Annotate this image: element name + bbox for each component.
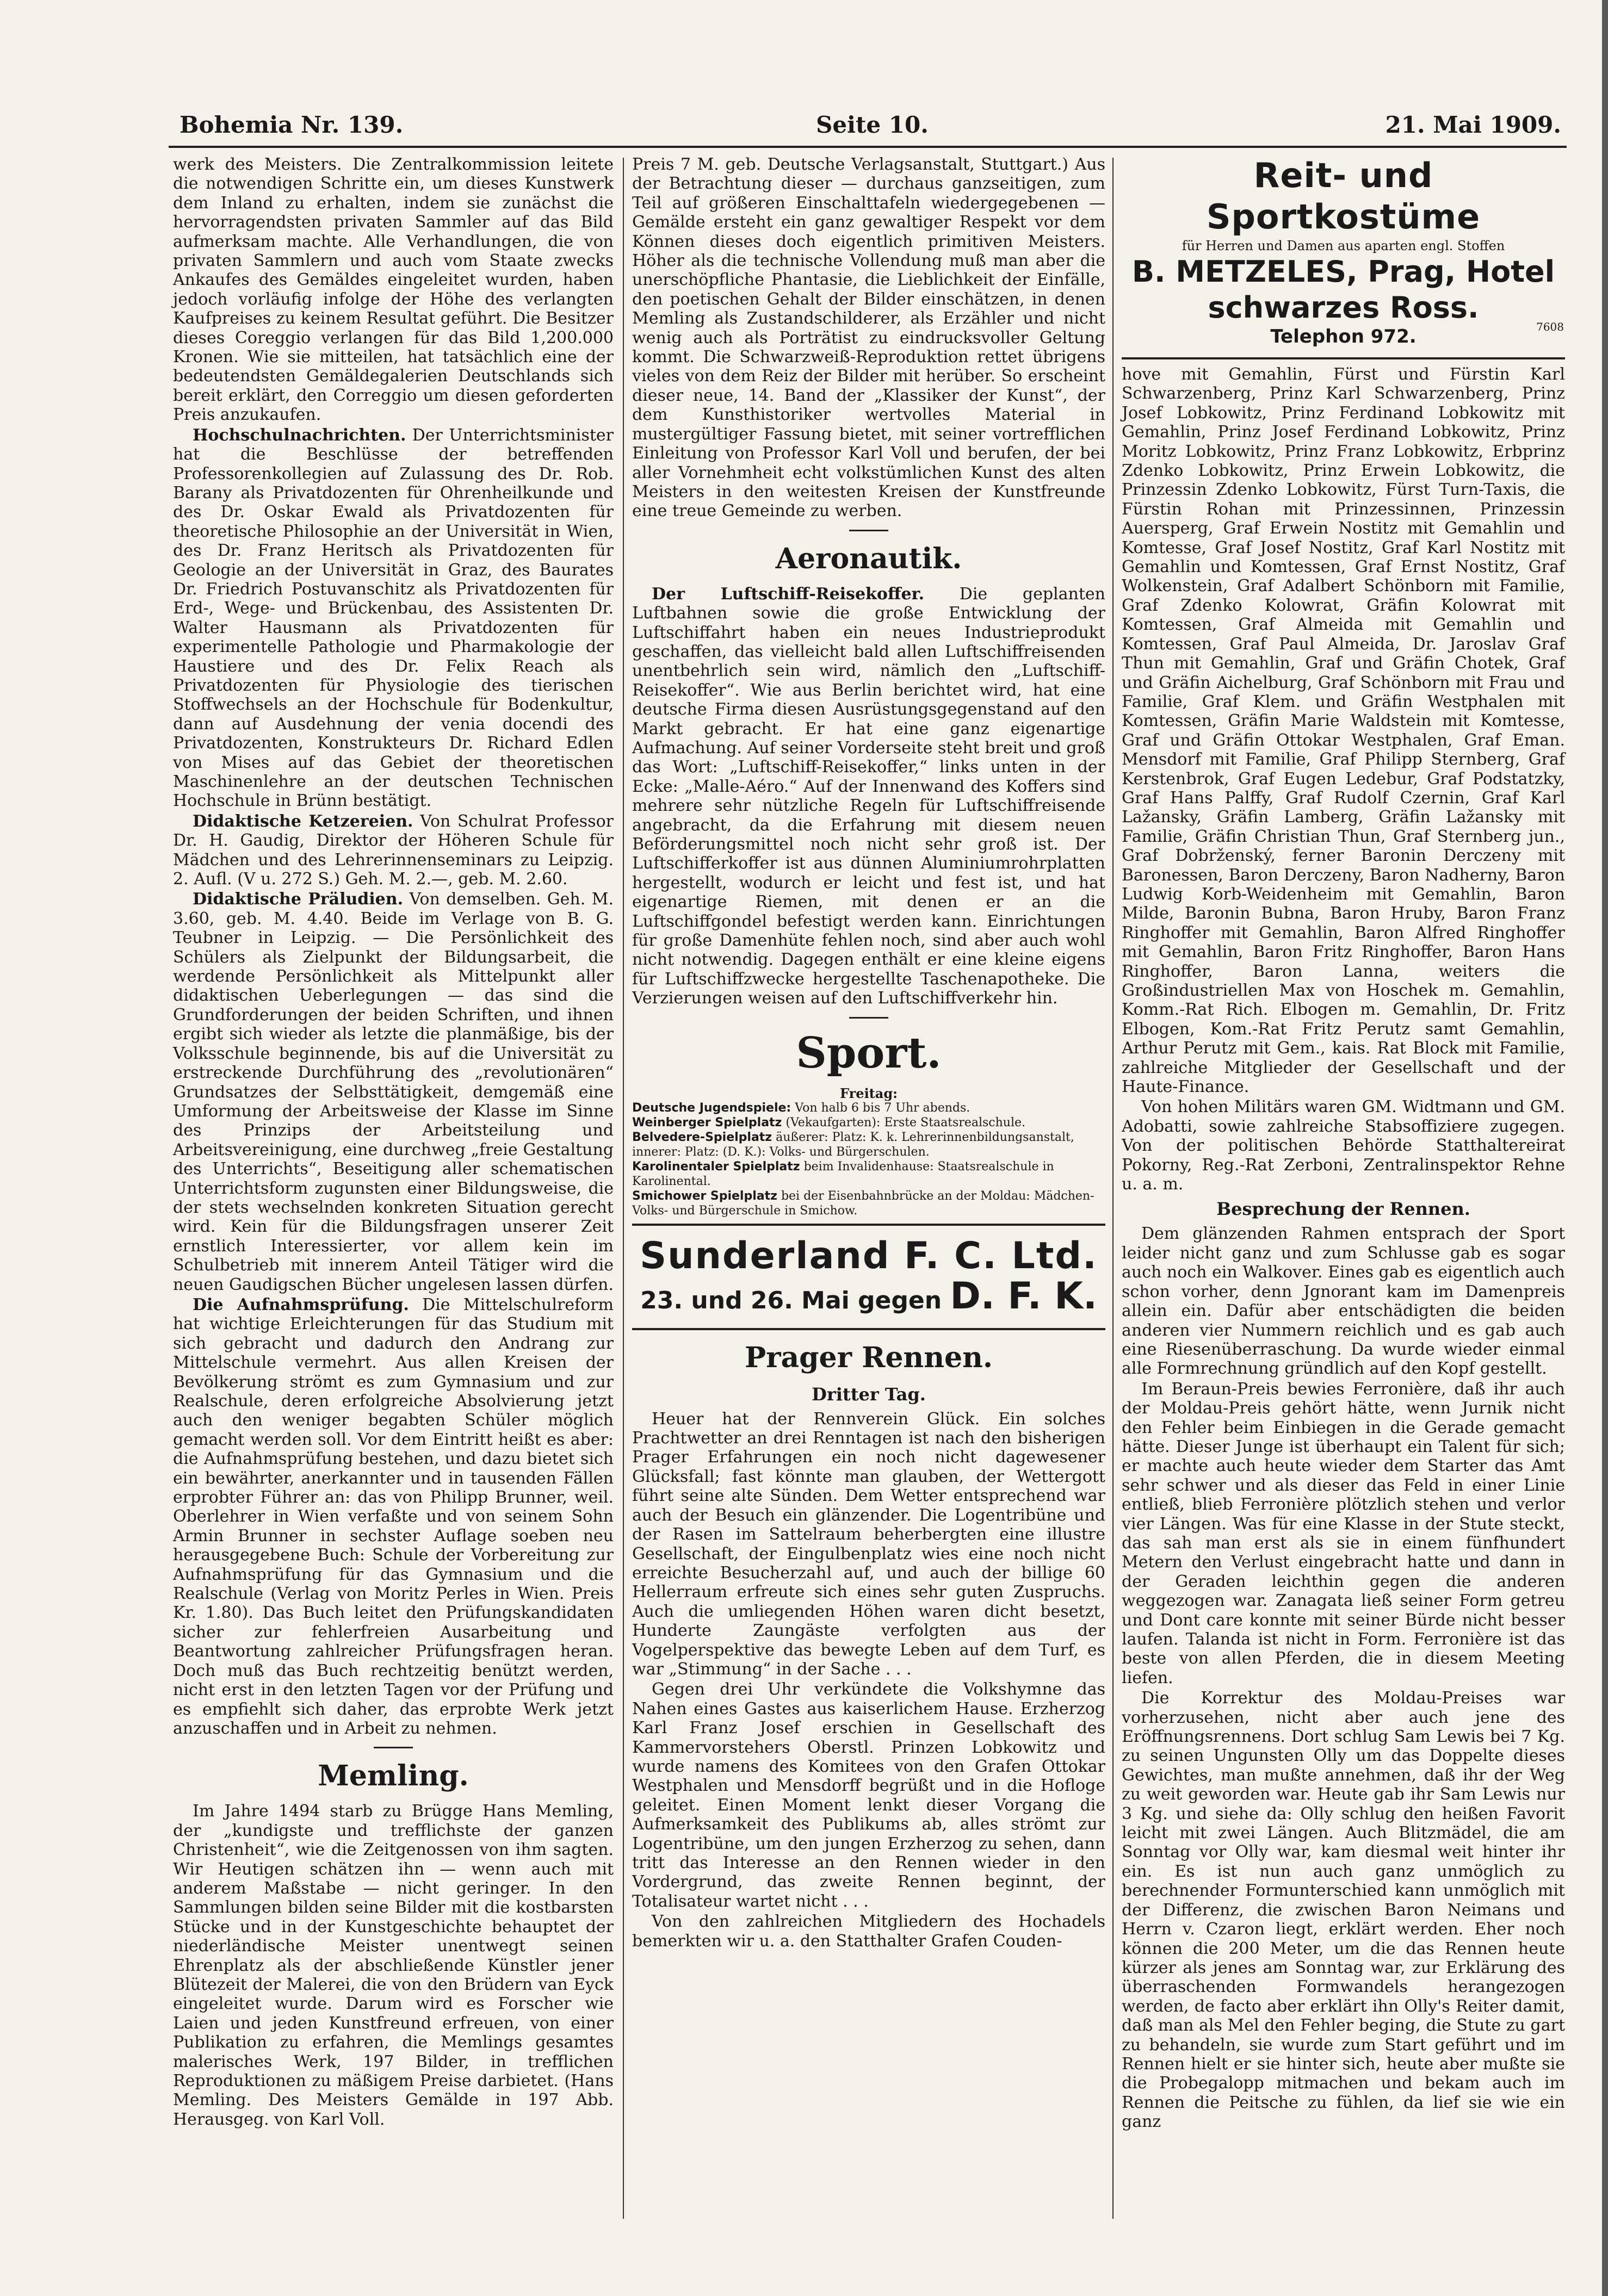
column-1 [173, 155, 614, 2130]
header-date: 21. Mai 1909. [1385, 111, 1561, 138]
schedule-venue: Deutsche Jugendspiele: [632, 1101, 791, 1115]
article-text: Von Schulrat Professor Dr. H. Gaudig, Direktor der Höheren Schule für Mädchen und des Lehrerinnenseminars zu Leipzig. 2. Aufl. (V u. 272 S.) Geh. M. 2.—, geb. M. 2.60. [173, 811, 614, 889]
ad-opponent: D. F. K. [950, 1274, 1097, 1318]
ad-subline: für Herren und Damen aus aparten engl. Stoffen [1182, 238, 1505, 253]
article-didaktische-ketzereien [173, 812, 614, 889]
schedule-text: bei der Eisenbahnbrücke an der Moldau: Mädchen-Volks- und Bürgerschule in Smichow. [632, 1189, 1094, 1218]
schedule-day: Freitag: [840, 1085, 898, 1101]
article-text: Die geplanten Luftbahnen sowie die große Entwicklung der Luftschiffahrt haben ein neues Industrieprodukt geschaffen, das vielleicht bald allen Luftschiffreisenden unentbehrlich sein wird, nämlich den „Luftschiff-Reisekoffer“. Wie aus Berlin berichtet wird, hat eine deutsche Firma diesen Ausrüstungsgegenstand auf den Markt gebracht. Er hat eine ganz eigenartige Aufmachung. Auf seiner Vorderseite steht breit und groß das Wort: „Luftschiff-Reisekoffer,“ links unten in der Ecke: „Malle-Aéro.“ Auf der Innenwand des Koffers sind mehrere sehr nützliche Regeln für Luftschiffreisende angebracht, da die Erfahrung mit diesem neuen Beförderungsmittel noch nicht sehr groß ist. Der Luftschifferkoffer ist aus dünnen Aluminiumrohrplatten hergestellt, wodurch er leicht und fest ist, und hat eigenartige Riemen, mit denen er an die Luftschiffgondel befestigt werden kann. Einrichtungen für große Damenhüte fehlen noch, sind aber auch wohl nicht notwendig. Dagegen enthält er eine kleine eigens für Luftschiffzwecke hergestellte Taschenapotheke. Die Verzierungen weisen auf den Luftschiffverkehr hin. [632, 584, 1105, 1008]
ad-firm: B. METZELES, Prag, Hotel schwarzes Ross. [1131, 255, 1555, 325]
schedule-venue: Smichower Spielplatz [632, 1189, 777, 1203]
subheading-besprechung: Besprechung der Rennen. [1216, 1199, 1470, 1220]
schedule-venue: Belvedere-Spielplatz [632, 1130, 772, 1144]
article-paragraph: Gegen drei Uhr verkündete die Volkshymne das Nahen eines Gastes aus kaiserlichem Hause. Erzherzog Karl Franz Josef erschien in Gesellschaft des Kammervorstehers Oberstl. Prinzen Lobkowitz und wurde namens des Komitees von den Grafen Ottokar Westphalen und Mensdorff begrüßt und in die Hofloge geleitet. Einen Moment lenkt dieser Vorgang die Aufmerksamkeit des Publikums ab, alles strömt zur Logentribüne, um den jungen Erzherzog zu sehen, dann tritt das Interesse an den Rennen wieder in den Vordergrund, das zweite Rennen beginnt, der Totalisateur wartet nicht . . . [632, 1680, 1105, 1911]
schedule-entry [632, 1101, 1105, 1115]
article-memling-end: Preis 7 M. geb. Deutsche Verlagsanstalt, Stuttgart.) Aus der Betrachtung dieser — durchaus ganzseitigen, zum Teil auf größeren Einschalttafeln wiedergegebenen — Gemälde ersteht ein ganz gewaltiger Respekt vor dem Können dieses doch eigentlich primitiven Meisters. Höher als die technische Vollendung muß man aber die unerschöpfliche Phantasie, die Lieblichkeit der Einfälle, den poetischen Gehalt der Bilder einschätzen, in denen Memling als Zustandschilderer, als Erzähler und nicht wenig auch als Porträtist zu eindrucksvoller Geltung kommt. Die Schwarzweiß-Reproduktion rettet übrigens vieles von dem Reiz der Bilder mit herüber. So erscheint dieser neue, 14. Band der „Klassiker der Kunst“, der dem Kunsthistoriker wertvolles Material in mustergültiger Fassung bietet, mit seiner vortrefflichen Einleitung von Professor Karl Voll und berufen, der bei aller Vornehmheit echt volkstümlichen Kunst des alten Meisters in den weitesten Kreisen der Kunstfreunde eine treue Gemeinde zu werben. [632, 155, 1105, 521]
column-rule-2 [1112, 158, 1114, 2219]
article-hochschulnachrichten [173, 426, 614, 811]
subheading-dritter-tag: Dritter Tag. [812, 1383, 926, 1405]
article-title: Didaktische Präludien. [193, 890, 404, 909]
section-divider [849, 530, 888, 531]
section-heading-prager-rennen: Prager Rennen. [744, 1341, 993, 1374]
column-3 [1122, 155, 1565, 2133]
page-header [180, 111, 1561, 144]
article-luftschiff-reisekoffer [632, 585, 1105, 1008]
advertisement-sunderland [632, 1233, 1105, 1318]
article-title: Didaktische Ketzereien. [193, 811, 413, 831]
section-divider [374, 1747, 413, 1748]
sport-schedule [632, 1086, 1105, 1218]
ad-rule [1122, 357, 1565, 359]
schedule-text: beim Invalidenhause: Staatsrealschule in Karolinental. [632, 1159, 1054, 1188]
article-text: Die Mittelschulreform hat wichtige Erleichterungen für das Studium mit sich gebracht und dadurch den Andrang zur Mittelschule vermehrt. Aus allen Kreisen der Bevölkerung strömt es zum Gymnasium und zur Realschule, deren erfolgreiche Absolvierung jetzt auch den weniger begabten Schüler möglich gemacht werden soll. Vor dem Eintritt heißt es aber: die Aufnahmsprüfung bestehen, und dazu bietet sich ein bewährter, anerkannter und in tausenden Fällen erprobter Führer an: das von Philipp Brunner, weil. Oberlehrer in Wien verfaßte und von seinem Sohn Armin Brunner in sechster Auflage soeben neu herausgegebene Buch: Schule der Vorbereitung zur Aufnahmsprüfung für das Gymnasium und die Realschule (Verlag von Moritz Perles in Wien. Preis Kr. 1.80). Das Buch leitet den Prüfungskandidaten sicher zur fehlerfreien Ausarbeitung und Beantwortung zahlreicher Prüfungsfragen heran. Doch muß das Buch rechtzeitig benützt werden, nicht erst in den letzten Tagen vor der Prüfung und es empfiehlt sich daher, das erprobte Werk jetzt anzuschaffen und in Arbeit zu nehmen. [173, 1295, 614, 1738]
schedule-entry [632, 1130, 1105, 1159]
schedule-text: äußerer: Platz: K. k. Lehrerinnenbildungsanstalt, innerer: Platz: (D. K.): Volks- und Bürgerschulen. [632, 1130, 1074, 1159]
column-rule-1 [623, 158, 624, 2219]
ad-headline: Reit- und Sportkostüme [1206, 156, 1481, 237]
advertisement-metzeles [1122, 155, 1565, 352]
article-title: Die Aufnahmsprüfung. [193, 1295, 409, 1314]
ad-headline: Sunderland F. C. Ltd. [640, 1234, 1098, 1277]
column-2 [632, 155, 1105, 1952]
article-paragraph: hove mit Gemahlin, Fürst und Fürstin Karl Schwarzenberg, Prinz Karl Schwarzenberg, Prinz Josef Lobkowitz, Prinz Ferdinand Lobkowitz mit Gemahlin, Prinz Josef Ferdinand Lobkowitz, Prinz Moritz Lobkowitz, Prinz Franz Lobkowitz, Erbprinz Zdenko Lobkowitz, Prinz Erwein Lobkowitz, die Prinzessin Zdenko Lobkowitz, Fürst Turn-Taxis, die Fürstin Rohan mit Prinzessinnen, Prinzessin Auersperg, Graf Erwein Nostitz mit Gemahlin und Komtesse, Graf Josef Nostitz, Graf Karl Nostitz mit Gemahlin und Komtessen, Graf Ernst Nostitz, Graf Wolkenstein, Graf Adalbert Schönborn mit Familie, Graf Zdenko Kolowrat, Gräfin Kolowrat mit Komtessen, Graf Almeida mit Gemahlin und Komtessen, Graf Paul Almeida, Dr. Jaroslav Graf Thun mit Gemahlin, Graf und Gräfin Chotek, Graf und Gräfin Aichelburg, Graf Schönborn mit Frau und Familie, Graf Klem. und Gräfin Westphalen mit Komtessen, Gräfin Marie Waldstein mit Komtesse, Graf und Gräfin Ottokar Westphalen, Graf Eman. Mensdorf mit Familie, Graf Philipp Sternberg, Graf Kerstenbrok, Graf Eugen Ledebur, Graf Podstatzky, Graf Hans Palffy, Graf Rudolf Czernin, Graf Karl Lažansky, Gräfin Lamberg, Gräfin Lažansky mit Familie, Gräfin Christian Thun, Graf Sternberg jun., Graf Dobrženský, ferner Baronin Derczeny mit Baronessen, Baron Derczeny, Baron Nadherny, Baron Ludwig Korb-Weidenheim mit Gemahlin, Baron Milde, Baronin Bubna, Baron Hruby, Baron Franz Ringhoffer mit Gemahlin, Baron Alfred Ringhoffer mit Gemahlin, Baron Fritz Ringhoffer, Baron Hans Ringhoffer, Baron Lanna, weiters die Großindustriellen Max von Hoschek m. Gemahlin, Komm.-Rat Rich. Elbogen m. Gemahlin, Dr. Fritz Elbogen, Kom.-Rat Fritz Perutz samt Gemahlin, Arthur Perutz mit Gem., kais. Rat Block mit Familie, zahlreiche Mitglieder der Gesellschaft und der Haute-Finance. [1122, 365, 1565, 1097]
article-didaktische-praeludien [173, 890, 614, 1294]
ad-subline [632, 1274, 1105, 1318]
ad-number: 7608 [1536, 320, 1564, 333]
article-paragraph: Dem glänzenden Rahmen entsprach der Sport leider nicht ganz und zum Schlusse gab es sogar auch noch ein Walkover. Eines gab es eigentlich auch schon vorher, denn Jgnorant kam im Damenpreis allein ein. Dafür aber entschädigten die beiden anderen vier Nummern reichlich und es gab auch eine Riesenüberraschung. Da wurde wieder einmal alle Formrechnung gründlich auf den Kopf gestellt. [1122, 1224, 1565, 1379]
article-paragraph: Die Korrektur des Moldau-Preises war vorherzusehen, nicht aber auch jene des Eröffnungsrennens. Dort schlug Sam Lewis bei 7 Kg. zu seinen Ungunsten Olly um das Doppelte dieses Gewichtes, man mußte annehmen, daß ihr der Weg zu weit geworden war. Heute gab ihr Sam Lewis nur 3 Kg. und siehe da: Olly schlug den heißen Favorit leicht mit zwei Längen. Auch Blitzmädel, die am Sonntag vor Olly war, kam diesmal weit hinter ihr ein. Es ist nun auch ganz unmöglich zu berechnender Formunterschied kann unmöglich mit der Differenz, die zwischen Baron Neimans und Herrn v. Czaron liegt, erklärt werden. Eher noch können die 200 Meter, um die das Rennen heute kürzer als jenes am Sonntag war, zur Erklärung des überraschenden Formwandels herangezogen werden, de facto aber erklärt ihn Olly's Reiter damit, daß man als Mel den Fehler beging, die Stute zu gart zu behandeln, sie wurde zum Start geführt und im Rennen hielt er sie hinter sich, heute aber mußte sie die Probegalopp mitmachen und bekam auch im Rennen die Peitsche zu fühlen, da lief sie wie ein ganz [1122, 1689, 1565, 2132]
article-paragraph: Heuer hat der Rennverein Glück. Ein solches Prachtwetter an drei Renntagen ist nach den bisherigen Prager Erfahrungen ein noch nicht dagewesener Glücksfall; fast könnte man glauben, der Wettergott führt seine alte Sünden. Dem Wetter entsprechend war auch der Besuch ein glänzender. Die Logentribüne und der Rasen im Sattelraum beherbergten eine illustre Gesellschaft, der Eingulbenplatz wies eine noch nicht erreichte Besucherzahl auf, und auch der billige 60 Hellerraum erfreute sich eines sehr guten Zuspruchs. Auch die umliegenden Höhen waren dicht besetzt, Hunderte Zaungäste verfolgten aus der Vogelperspektive das bewegte Leben auf dem Turf, es war „Stimmung“ in der Sache . . . [632, 1409, 1105, 1679]
schedule-text: (Vekaufgarten): Erste Staatsrealschule. [786, 1115, 1026, 1130]
header-page-number: Seite 10. [816, 111, 929, 138]
header-issue: Bohemia Nr. 139. [180, 111, 404, 138]
article-title: Der Luftschiff-Reisekoffer. [652, 584, 925, 604]
article-aufnahmspruefung [173, 1295, 614, 1738]
section-heading-aeronautik: Aeronautik. [775, 542, 962, 575]
schedule-entry [632, 1115, 1105, 1130]
article-text: Der Unterrichtsminister hat die Beschlüsse der betreffenden Professorenkollegien auf Zulassung des Dr. Rob. Barany als Privatdozenten für Ohrenheilkunde und des Dr. Oskar Ewald als Privatdozenten für theoretische Philosophie an der Universität in Wien, des Dr. Franz Heritsch als Privatdozenten für Geologie an der Universität in Graz, des Baurates Dr. Friedrich Postuvanschitz als Privatdozenten für Erd-, Wege- und Brückenbau, des Assistenten Dr. Walter Hausmann als Privatdozenten für experimentelle Pathologie und Pharmakologie der Haustiere und des Dr. Felix Reach als Privatdozenten für Physiologie des tierischen Stoffwechsels an der Hochschule für Bodenkultur, dann auf Ausdehnung der venia docendi des Privatdozenten, Konstrukteurs Dr. Richard Edlen von Mises auf das Gebiet der theoretischen Maschinenlehre an der deutschen Technischen Hochschule in Brünn bestätigt. [173, 425, 614, 811]
article-paragraph: Im Beraun-Preis bewies Ferronière, daß ihr auch der Moldau-Preis gehört hätte, wenn Jurnik nicht den Fehler beim Einbiegen in die Gerade gemacht hätte. Dieser Junge ist überhaupt ein Talent für sich; er machte auch heute wieder dem Starter das Amt sehr schwer und als dieser das Feld in einer Linie entließ, blieb Ferronière plötzlich stehen und verlor vier Längen. Was für eine Klasse in der Stute steckt, das sah man erst als sie in einem fünfhundert Metern den Verlust eingebracht hatte und dann in der Geraden leichthin gegen die anderen weggezogen war. Zanagata ließ seiner Form getreu und Dont care konnte mit seiner Bürde nicht besser laufen. Talanda ist nicht in Form. Ferronière ist das beste von allen Pferden, die in diesem Meeting liefen. [1122, 1379, 1565, 1687]
schedule-entry [632, 1189, 1105, 1218]
ad-phone: Telephon 972. [1270, 326, 1417, 347]
scan-edge [1602, 0, 1608, 2296]
ad-dates: 23. und 26. Mai gegen [640, 1286, 942, 1314]
schedule-entry [632, 1159, 1105, 1189]
article-text: Von demselben. Geh. M. 3.60, geb. M. 4.40. Beide im Verlage von B. G. Teubner in Leipzig. — Die Persönlichkeit des Schülers als Zielpunkt der Bildungsarbeit, die werdende Persönlichkeit als Mittelpunkt aller didaktischen Ueberlegungen — das sind die Grundforderungen der beiden Schriften, und ihnen ergibt sich wieder als letzte die planmäßige, bis der Volksschule beginnende, bis auf die Universität zu erstreckende Durchführung des „revolutionären“ Grundsatzes der Selbsttätigkeit, demgemäß eine Umformung der Arbeitsweise der Klasse im Sinne des Prinzips der Arbeitsteilung und Arbeitsvereinigung, eine durchweg „freie Gestaltung des Unterrichts“, Beseitigung aller schematischen Unterrichtsform zugunsten einer Bildungsweise, die der stets wechselnden konkreten Situation gerecht wird. Kein für die Bildungsfragen unserer Zeit ernstlich Interessierter, vor allem kein im Schulbetrieb mit innerem Anteil Tätiger wird die neuen Gaudigschen Bücher ungelesen lassen dürfen. [173, 890, 614, 1294]
article-memling: Im Jahre 1494 starb zu Brügge Hans Memling, der „kundigste und trefflichste der ganzen Christenheit“, wie die Zeitgenossen von ihm sagten. Wir Heutigen schätzen ihn — wenn auch mit anderem Maßstabe — nicht geringer. In den Sammlungen bilden seine Bilder mit die kostbarsten Stücke und in der Kunstgeschichte behauptet der niederländische Meister unentwegt seinen Ehrenplatz als der abschließende Künstler jener Blütezeit der Malerei, die von den Brüdern van Eyck eingeleitet wurde. Darum wird es Forscher wie Laien und jeden Kunstfreund erfreuen, von einer Publikation zu erfahren, die Memlings gesamtes malerisches Werk, 197 Bilder, in trefflichen Reproduktionen zu mäßigem Preise darbietet. (Hans Memling. Des Meisters Gemälde in 197 Abb. Herausgeg. von Karl Voll. [173, 1802, 614, 2129]
ad-rule [632, 1328, 1105, 1330]
section-heading-sport: Sport. [796, 1028, 942, 1078]
schedule-venue: Weinberger Spielplatz [632, 1115, 782, 1130]
article-paragraph: Von hohen Militärs waren GM. Widtmann und GM. Adobatti, sowie zahlreiche Stabsoffiziere zugegen. Von der politischen Behörde Statthaltereirat Pokorny, Reg.-Rat Zerboni, Zentralinspektor Rehne u. a. m. [1122, 1097, 1565, 1194]
ad-rule [632, 1224, 1105, 1226]
article-paragraph: Von den zahlreichen Mitgliedern des Hochadels bemerkten wir u. a. den Statthalter Grafen Couden- [632, 1912, 1105, 1951]
article-correggio-end: werk des Meisters. Die Zentralkommission leitete die notwendigen Schritte ein, um dieses Kunstwerk dem Inland zu erhalten, indem sie zunächst die hervorragendsten privaten Sammler auf das Bild aufmerksam machte. Alle Verhandlungen, die von privaten Sammlern und auch vom Staate zwecks Ankaufes des Gemäldes eingeleitet wurden, haben jedoch vorläufig infolge der Höhe des verlangten Kaufpreises zu keinem Resultat geführt. Die Besitzer dieses Coreggio verlangen für das Bild 1,200.000 Kronen. Wie sie mitteilen, hat tatsächlich eine der bedeutendsten Gemäldegalerien Deutschlands sich bereit erklärt, den Correggio um diesen geforderten Preis anzukaufen. [173, 155, 614, 425]
section-heading-memling: Memling. [318, 1759, 469, 1793]
schedule-venue: Karolinentaler Spielplatz [632, 1159, 800, 1174]
schedule-text: Von halb 6 bis 7 Uhr abends. [795, 1101, 970, 1115]
article-title: Hochschulnachrichten. [193, 425, 406, 445]
section-divider [849, 1017, 888, 1019]
header-rule [169, 146, 1567, 148]
